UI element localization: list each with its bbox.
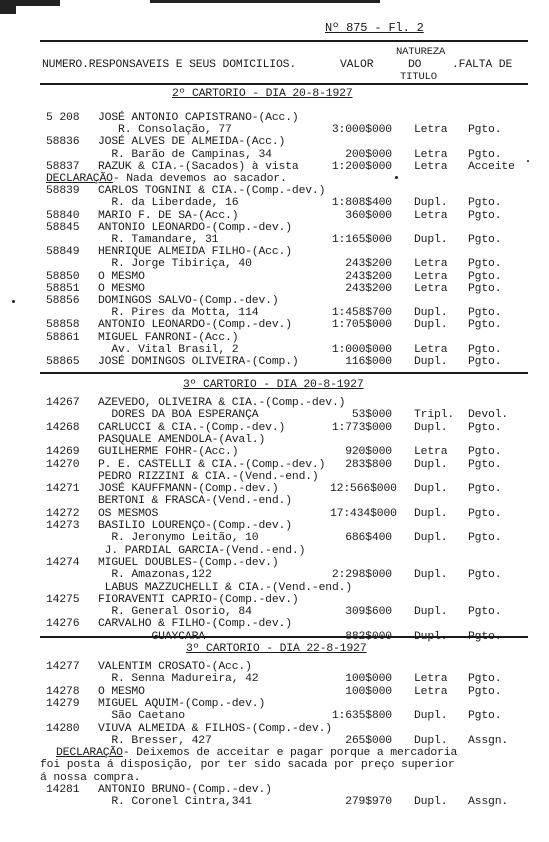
row-number: 14271 bbox=[46, 483, 80, 496]
row-natureza: Dupl. bbox=[414, 319, 448, 332]
row-description: JOSÉ KAUFFMANN-(Comp.-dev.) bbox=[98, 483, 279, 496]
row-number: 58856 bbox=[46, 295, 80, 307]
row-description: PEDRO RIZZINI & CIA.-(Vend.-end.) bbox=[98, 470, 319, 483]
row-falta: Pgto. bbox=[468, 532, 502, 545]
header-bottom-rule bbox=[40, 83, 528, 85]
row-falta: Pgto. bbox=[468, 458, 502, 471]
row-falta: Pgto. bbox=[468, 282, 502, 295]
row-valor: 17:434$000 bbox=[330, 507, 397, 520]
row-valor: 1:808$400 bbox=[331, 197, 392, 210]
row-valor: 243$200 bbox=[345, 258, 392, 271]
row-number: 58865 bbox=[46, 356, 80, 368]
row-falta: Pgto. bbox=[468, 270, 502, 283]
row-falta: Pgto. bbox=[468, 507, 502, 520]
scan-mark bbox=[0, 0, 16, 14]
row-natureza: Dupl. bbox=[414, 234, 448, 246]
declaration-text: DECLARAÇÃO- Nada devemos ao sacador. bbox=[46, 173, 287, 185]
declaration-label: DECLARAÇÃO bbox=[46, 173, 113, 185]
row-description: R. Tamandare, 31 bbox=[98, 234, 219, 246]
row-natureza: Letra bbox=[414, 343, 448, 356]
row-valor: 686$400 bbox=[345, 532, 392, 545]
row-description: R. Pires da Motta, 114 bbox=[98, 307, 259, 320]
row-number: 14269 bbox=[46, 446, 80, 459]
row-valor: 1:773$000 bbox=[331, 421, 392, 434]
row-falta: Pgto. bbox=[468, 343, 502, 356]
row-valor: 3:000$000 bbox=[331, 124, 392, 137]
row-natureza: Dupl. bbox=[414, 458, 448, 471]
row-valor: 243$200 bbox=[345, 282, 392, 295]
row-number: 58849 bbox=[46, 246, 80, 259]
row-falta: Acceite bbox=[468, 160, 515, 173]
row-description: VIUVA ALMEIDA & FILHOS-(Comp.-dev.) bbox=[98, 722, 332, 735]
row-natureza: Tripl. bbox=[414, 409, 455, 422]
row-valor: 283$800 bbox=[345, 458, 392, 471]
row-natureza: Dupl. bbox=[414, 710, 448, 723]
row-description: FIORAVENTI CAPRIO-(Comp.-dev.) bbox=[98, 593, 299, 606]
col-natureza-line3: TITULO bbox=[400, 71, 437, 83]
row-description: HENRIQUE ALMEIDA FILHO-(Acc.) bbox=[98, 246, 292, 259]
row-natureza: Dupl. bbox=[414, 532, 448, 545]
row-natureza: Dupl. bbox=[414, 307, 448, 320]
row-description: O MESMO bbox=[98, 685, 145, 698]
row-description: CARVALHO & FILHO-(Comp.-dev.) bbox=[98, 618, 292, 631]
row-number: 14281 bbox=[46, 784, 80, 796]
row-natureza: Letra bbox=[414, 270, 448, 283]
row-description: R. Bresser, 427 bbox=[98, 734, 212, 747]
declaration-text: DECLARAÇÃO- Deixemos de acceitar e pagar porque a mercadoria bbox=[56, 747, 458, 760]
row-valor: 309$600 bbox=[345, 606, 392, 619]
col-natureza-line1: NATUREZA bbox=[396, 46, 446, 58]
row-valor: 2:298$000 bbox=[331, 569, 392, 582]
row-description: á nossa compra. bbox=[40, 771, 141, 784]
row-valor: 12:566$000 bbox=[330, 483, 397, 496]
row-falta: Pgto. bbox=[468, 319, 502, 332]
row-valor: 1:635$800 bbox=[331, 710, 392, 723]
row-number: 58845 bbox=[46, 221, 80, 234]
row-natureza: Dupl. bbox=[414, 796, 448, 809]
row-number: 14273 bbox=[46, 520, 80, 532]
row-description: R. Senna Madureira, 42 bbox=[98, 673, 259, 686]
row-valor: 360$000 bbox=[345, 209, 392, 222]
row-description: DORES DA BOA ESPERANÇA bbox=[98, 409, 259, 422]
row-falta: Pgto. bbox=[468, 356, 502, 368]
row-description: R. Coronel Cintra,341 bbox=[98, 796, 252, 809]
row-valor: 1:165$000 bbox=[331, 234, 392, 246]
row-falta: Pgto. bbox=[468, 710, 502, 723]
row-valor: 1:705$000 bbox=[331, 319, 392, 332]
row-natureza: Letra bbox=[414, 148, 448, 161]
row-falta: Pgto. bbox=[468, 197, 502, 210]
row-description: CARLUCCI & CIA.-(Comp.-dev.) bbox=[98, 421, 286, 434]
row-description: ANTONIO BRUNO-(Comp.-dev.) bbox=[98, 784, 272, 796]
row-description: JOSÉ DOMINGOS OLIVEIRA-(Comp.) bbox=[98, 356, 299, 368]
row-falta: Pgto. bbox=[468, 148, 502, 161]
row-falta: Pgto. bbox=[468, 483, 502, 496]
row-falta: Pgto. bbox=[468, 446, 502, 459]
row-natureza: Dupl. bbox=[414, 734, 448, 747]
row-natureza: Letra bbox=[414, 685, 448, 698]
row-number: 14274 bbox=[46, 556, 80, 569]
row-natureza: Dupl. bbox=[414, 507, 448, 520]
row-valor: 100$000 bbox=[345, 685, 392, 698]
row-valor: 100$000 bbox=[345, 673, 392, 686]
row-description: VALENTIM CROSATO-(Acc.) bbox=[98, 661, 252, 673]
row-description: P. E. CASTELLI & CIA.-(Comp.-dev.) bbox=[98, 458, 326, 471]
row-description: R. Consolação, 77 bbox=[98, 124, 232, 137]
row-natureza: Letra bbox=[414, 209, 448, 222]
scan-speck bbox=[12, 300, 15, 303]
row-natureza: Dupl. bbox=[414, 483, 448, 496]
row-valor: 1:000$000 bbox=[331, 343, 392, 356]
col-natureza-line2: DO bbox=[408, 59, 422, 71]
row-description: ANTONIO LEONARDO-(Comp.-dev.) bbox=[98, 319, 292, 332]
row-natureza: Letra bbox=[414, 446, 448, 459]
row-description: foi posta á disposição, por ter sido sacada por preço superior bbox=[40, 759, 455, 772]
declaration-label: DECLARAÇÃO bbox=[56, 747, 123, 760]
row-number: 14276 bbox=[46, 618, 80, 631]
row-falta: Pgto. bbox=[468, 307, 502, 320]
row-falta: Pgto. bbox=[468, 606, 502, 619]
row-description: O MESMO bbox=[98, 282, 145, 295]
row-description: R. da Liberdade, 16 bbox=[98, 197, 239, 210]
row-number: 5 208 bbox=[46, 112, 80, 124]
row-description: JOSÉ ALVES DE ALMEIDA-(Acc.) bbox=[98, 136, 286, 149]
document-number: Nº 875 - Fl. 2 bbox=[325, 21, 424, 35]
row-natureza: Letra bbox=[414, 673, 448, 686]
row-natureza: Dupl. bbox=[414, 421, 448, 434]
row-valor: 265$000 bbox=[345, 734, 392, 747]
section-heading: 3º CARTORIO - DIA 22-8-1927 bbox=[186, 643, 367, 655]
row-natureza: Letra bbox=[414, 160, 448, 173]
row-number: 58839 bbox=[46, 185, 80, 198]
row-natureza: Letra bbox=[414, 282, 448, 295]
row-falta: Pgto. bbox=[468, 234, 502, 246]
row-number: 58850 bbox=[46, 270, 80, 283]
row-natureza: Dupl. bbox=[414, 197, 448, 210]
row-valor: 116$000 bbox=[345, 356, 392, 368]
row-description: ANTONIO LEONARDO-(Comp.-dev.) bbox=[98, 221, 292, 234]
row-description: O MESMO bbox=[98, 270, 145, 283]
row-natureza: Dupl. bbox=[414, 569, 448, 582]
row-description: R. Jeronymo Leitão, 10 bbox=[98, 532, 259, 545]
row-valor: 1:458$700 bbox=[331, 307, 392, 320]
row-natureza: Letra bbox=[414, 124, 448, 137]
row-falta: Devol. bbox=[468, 409, 509, 422]
row-description: MARIO F. DE SA-(Acc.) bbox=[98, 209, 239, 222]
header-top-rule bbox=[40, 40, 528, 42]
row-description: JOSÉ ANTONIO CAPISTRANO-(Acc.) bbox=[98, 112, 299, 124]
row-number: 14280 bbox=[46, 722, 80, 735]
row-description: Av. Vital Brasil, 2 bbox=[98, 343, 239, 356]
row-falta: Pgto. bbox=[468, 673, 502, 686]
row-falta: Pgto. bbox=[468, 569, 502, 582]
row-falta: Pgto. bbox=[468, 124, 502, 137]
row-valor: 200$000 bbox=[345, 148, 392, 161]
scan-mark bbox=[150, 0, 380, 3]
row-number: 58861 bbox=[46, 331, 80, 344]
row-description: MIGUEL DOUBLES-(Comp.-dev.) bbox=[98, 556, 279, 569]
row-description: DOMINGOS SALVO-(Comp.-dev.) bbox=[98, 295, 279, 307]
section-heading: 2º CARTORIO - DIA 20-8-1927 bbox=[172, 88, 353, 100]
row-natureza: Dupl. bbox=[414, 606, 448, 619]
row-valor: 243$200 bbox=[345, 270, 392, 283]
row-description: RAZUK & CIA.-(Sacados) à vista bbox=[98, 160, 299, 173]
row-natureza: Letra bbox=[414, 258, 448, 271]
row-natureza: Dupl. bbox=[414, 356, 448, 368]
row-number: 58858 bbox=[46, 319, 80, 332]
row-valor: 53$000 bbox=[351, 409, 392, 422]
row-number: 14272 bbox=[46, 507, 80, 520]
row-number: 14267 bbox=[46, 397, 80, 409]
row-valor: 279$970 bbox=[345, 796, 392, 809]
row-number: 14277 bbox=[46, 661, 80, 673]
section-heading: 3º CARTORIO - DIA 20-8-1927 bbox=[183, 379, 364, 391]
row-description: R. Amazonas,122 bbox=[98, 569, 212, 582]
row-number: 14268 bbox=[46, 421, 80, 434]
section-separator-rule bbox=[40, 372, 528, 374]
row-description: R. Jorge Tibiriça, 40 bbox=[98, 258, 252, 271]
col-numero-responsaveis: NUMERO.RESPONSAVEIS E SEUS DOMICILIOS. bbox=[42, 59, 297, 71]
row-description: AZEVEDO, OLIVEIRA & CIA.-(Comp.-dev.) bbox=[98, 397, 346, 409]
scan-speck bbox=[527, 160, 529, 162]
row-description: MIGUEL FANRONI-(Acc.) bbox=[98, 331, 239, 344]
row-number: 14279 bbox=[46, 697, 80, 710]
row-description: CARLOS TOGNINI & CIA.-(Comp.-dev.) bbox=[98, 185, 326, 198]
row-number: 14270 bbox=[46, 458, 80, 471]
row-number: 14278 bbox=[46, 685, 80, 698]
row-falta: Pgto. bbox=[468, 421, 502, 434]
row-number: 14275 bbox=[46, 593, 80, 606]
row-description: OS MESMOS bbox=[98, 507, 159, 520]
section-separator-rule bbox=[40, 636, 528, 638]
row-number: 58836 bbox=[46, 136, 80, 149]
row-description: São Caetano bbox=[98, 710, 185, 723]
scan-speck bbox=[395, 176, 398, 179]
row-number: 58837 bbox=[46, 160, 80, 173]
row-valor: 920$000 bbox=[345, 446, 392, 459]
row-valor: 1:200$000 bbox=[331, 160, 392, 173]
row-description: GUILHERME FOHR-(Acc.) bbox=[98, 446, 239, 459]
row-description: PASQUALE AMENDOLA-(Aval.) bbox=[98, 433, 266, 446]
row-falta: Pgto. bbox=[468, 209, 502, 222]
row-falta: Pgto. bbox=[468, 685, 502, 698]
row-falta: Assgn. bbox=[468, 734, 509, 747]
col-falta-de: .FALTA DE bbox=[452, 59, 513, 71]
row-description: LABUS MAZZUCHELLI & CIA.-(Vend.-end.) bbox=[98, 581, 353, 594]
row-number: 58851 bbox=[46, 282, 80, 295]
row-description: R. General Osorio, 84 bbox=[98, 606, 252, 619]
row-description: J. PARDIAL GARCIA-(Vend.-end.) bbox=[98, 544, 306, 557]
row-description: BERTONI & FRASCA-(Vend.-end.) bbox=[98, 495, 292, 508]
row-falta: Pgto. bbox=[468, 258, 502, 271]
row-description: MIGUEL AQUIM-(Comp.-dev.) bbox=[98, 697, 266, 710]
row-number: 58840 bbox=[46, 209, 80, 222]
row-description: R. Barão de Campinas, 34 bbox=[98, 148, 272, 161]
row-falta: Assgn. bbox=[468, 796, 509, 809]
col-valor: VALOR bbox=[340, 59, 374, 71]
row-description: BASILIO LOURENÇO-(Comp.-dev.) bbox=[98, 520, 292, 532]
